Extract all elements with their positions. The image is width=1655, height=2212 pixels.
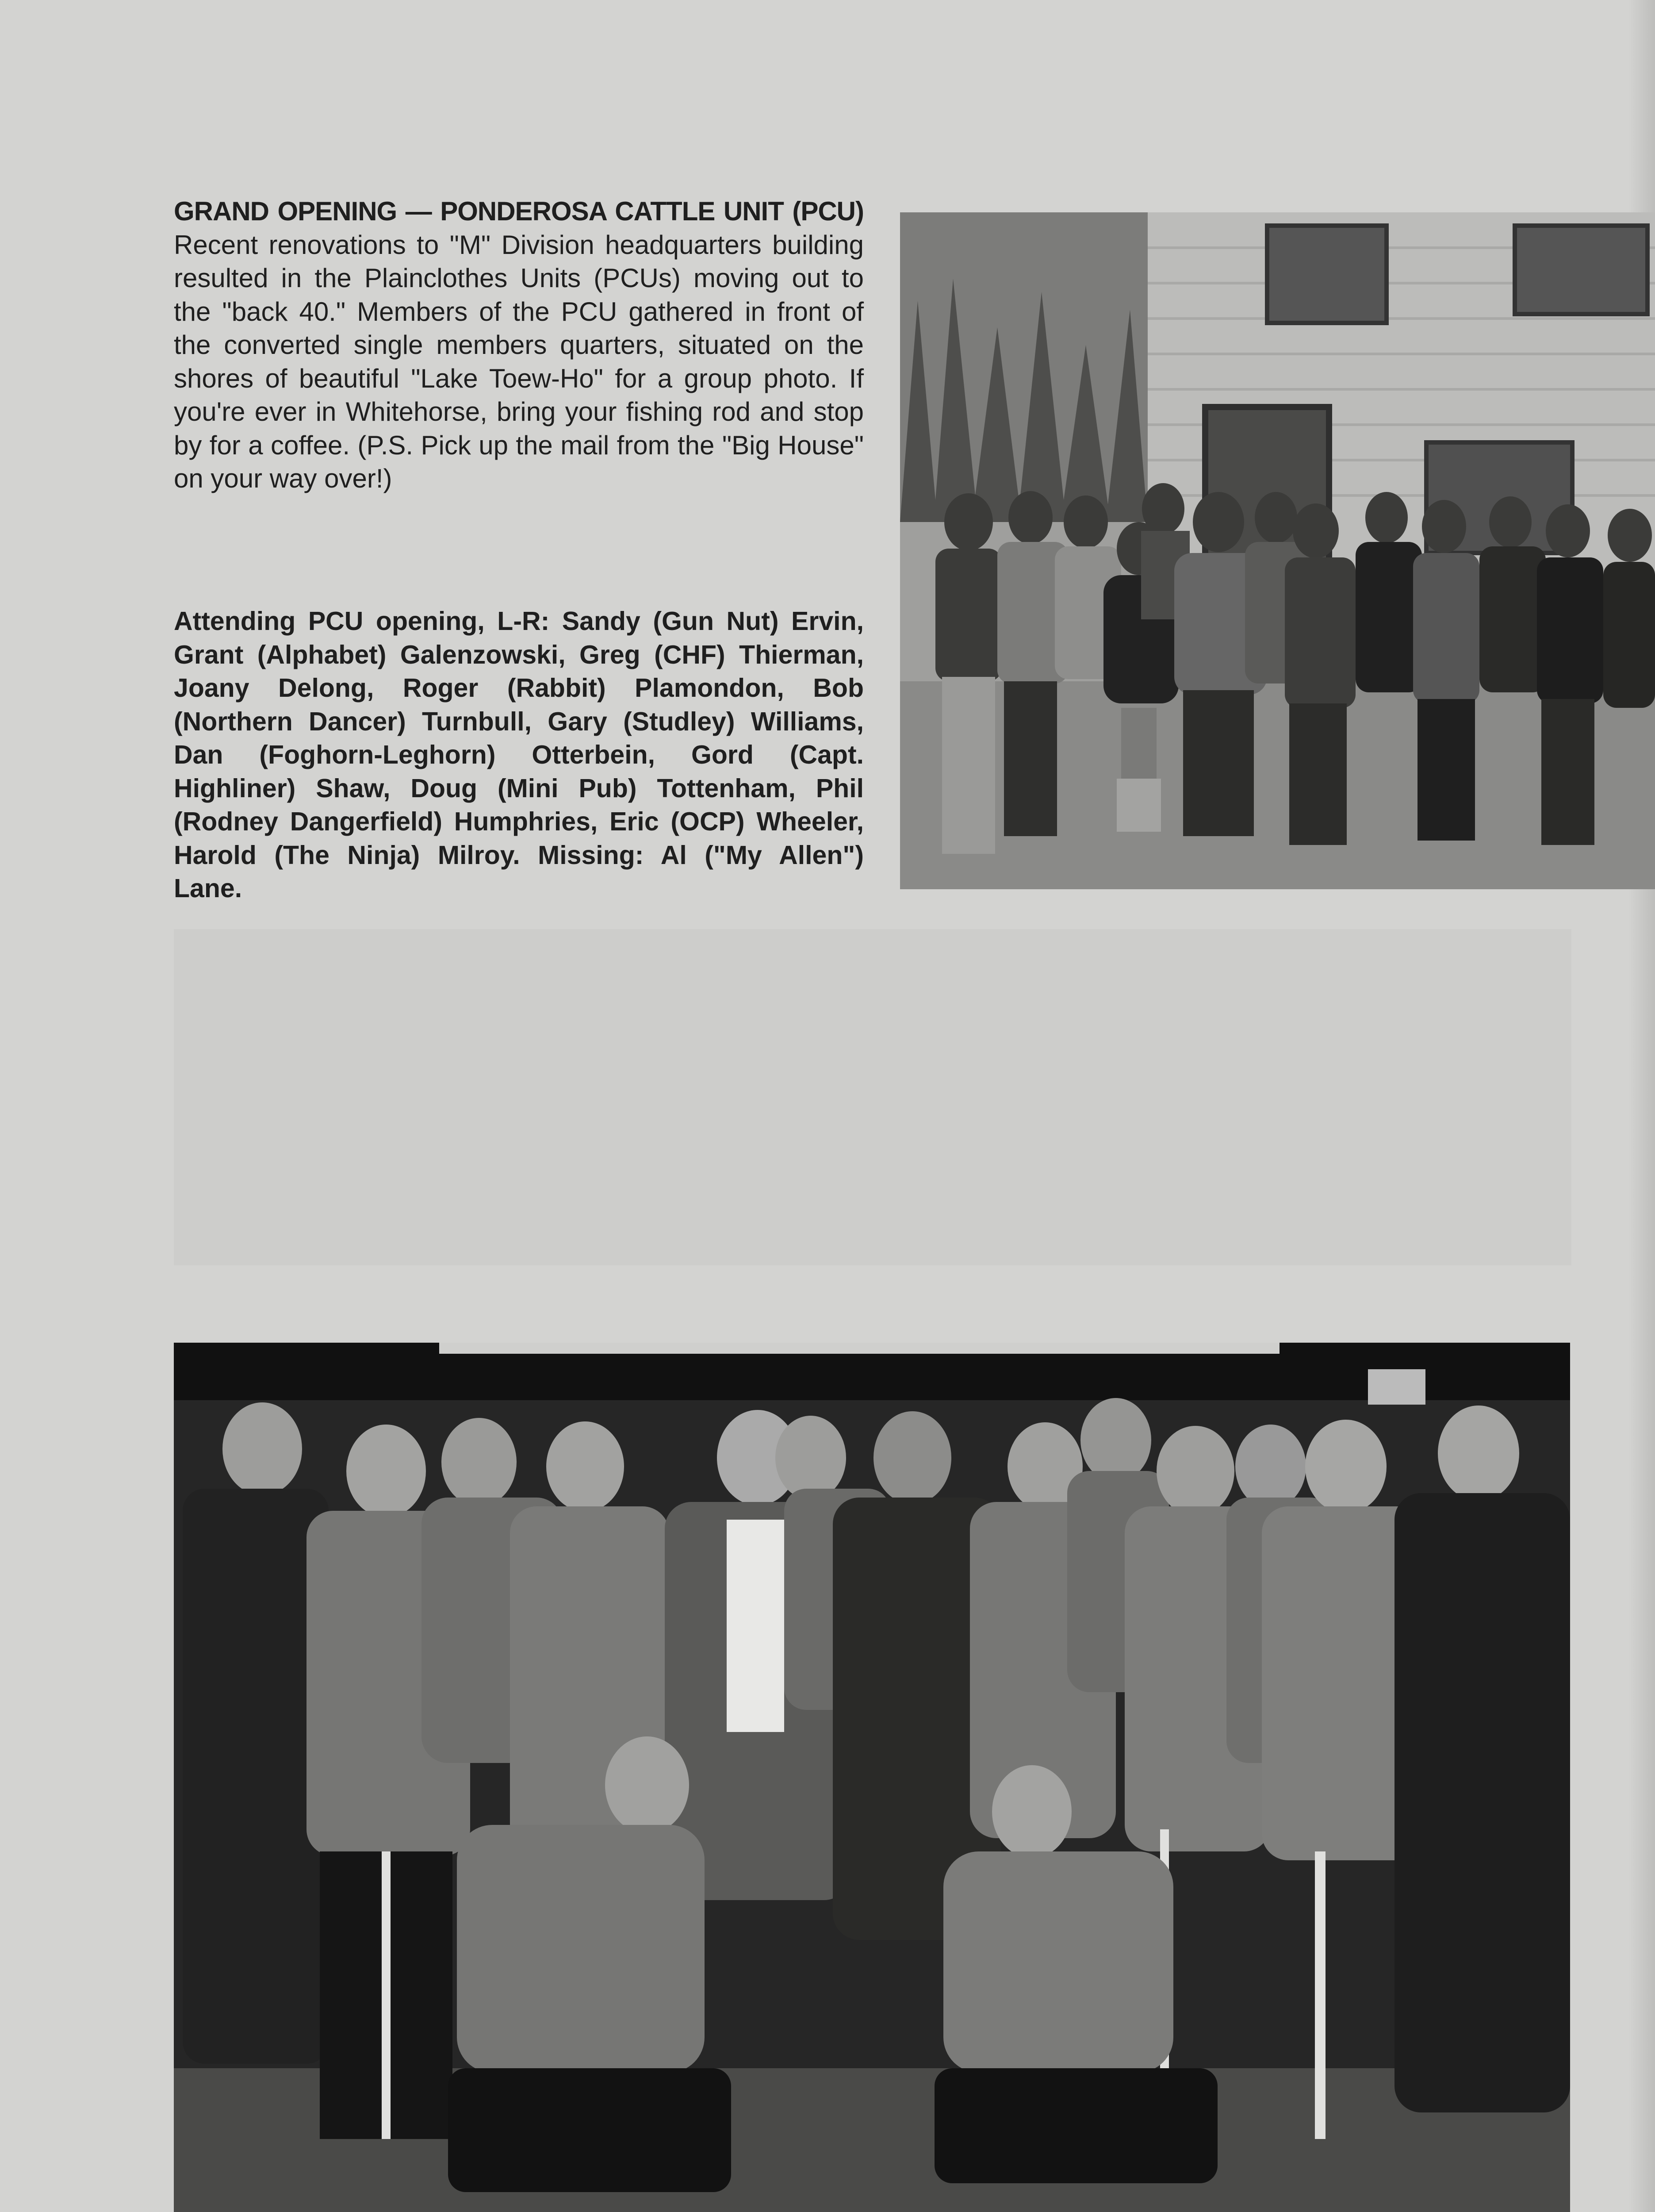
pcu-group-photo	[900, 212, 1655, 889]
article-headline: GRAND OPENING — PONDEROSA CATTLE UNIT (PCU)	[174, 196, 864, 226]
article-text	[174, 195, 864, 495]
photo1-caption: Attending PCU opening, L-R: Sandy (Gun Nut) Ervin, Grant (Alphabet) Galenzowski, Greg (CHF) Thierman, Joany Delong, Roger (Rabbit) Plamondon, Bob (Northern Dancer) Turnbull, Gary (Studley) Williams, Dan (Foghorn-Leghorn) Otterbein, Gord (Capt. Highliner) Shaw, Doug (Mini Pub) Tottenham, Phil (Rodney Dangerfield) Humphries, Eric (OCP) Wheeler, Harold (The Ninja) Milroy. Missing: Al ("My Allen") Lane.	[174, 607, 864, 903]
regimental-dinner-photo	[174, 1343, 1570, 2212]
faint-bleedthrough	[174, 929, 1571, 1265]
article-body: Recent renovations to "M" Division headquarters building resulted in the Plainclothes Units (PCUs) moving out to the "back 40." Members of the PCU gathered in front of the converted single members quarters, situated on the shores of beautiful "Lake Toew-Ho" for a group photo. If you're ever in Whitehorse, bring your fishing rod and stop by for a coffee. (P.S. Pick up the mail from the "Big House" on your way over!)	[174, 230, 864, 493]
